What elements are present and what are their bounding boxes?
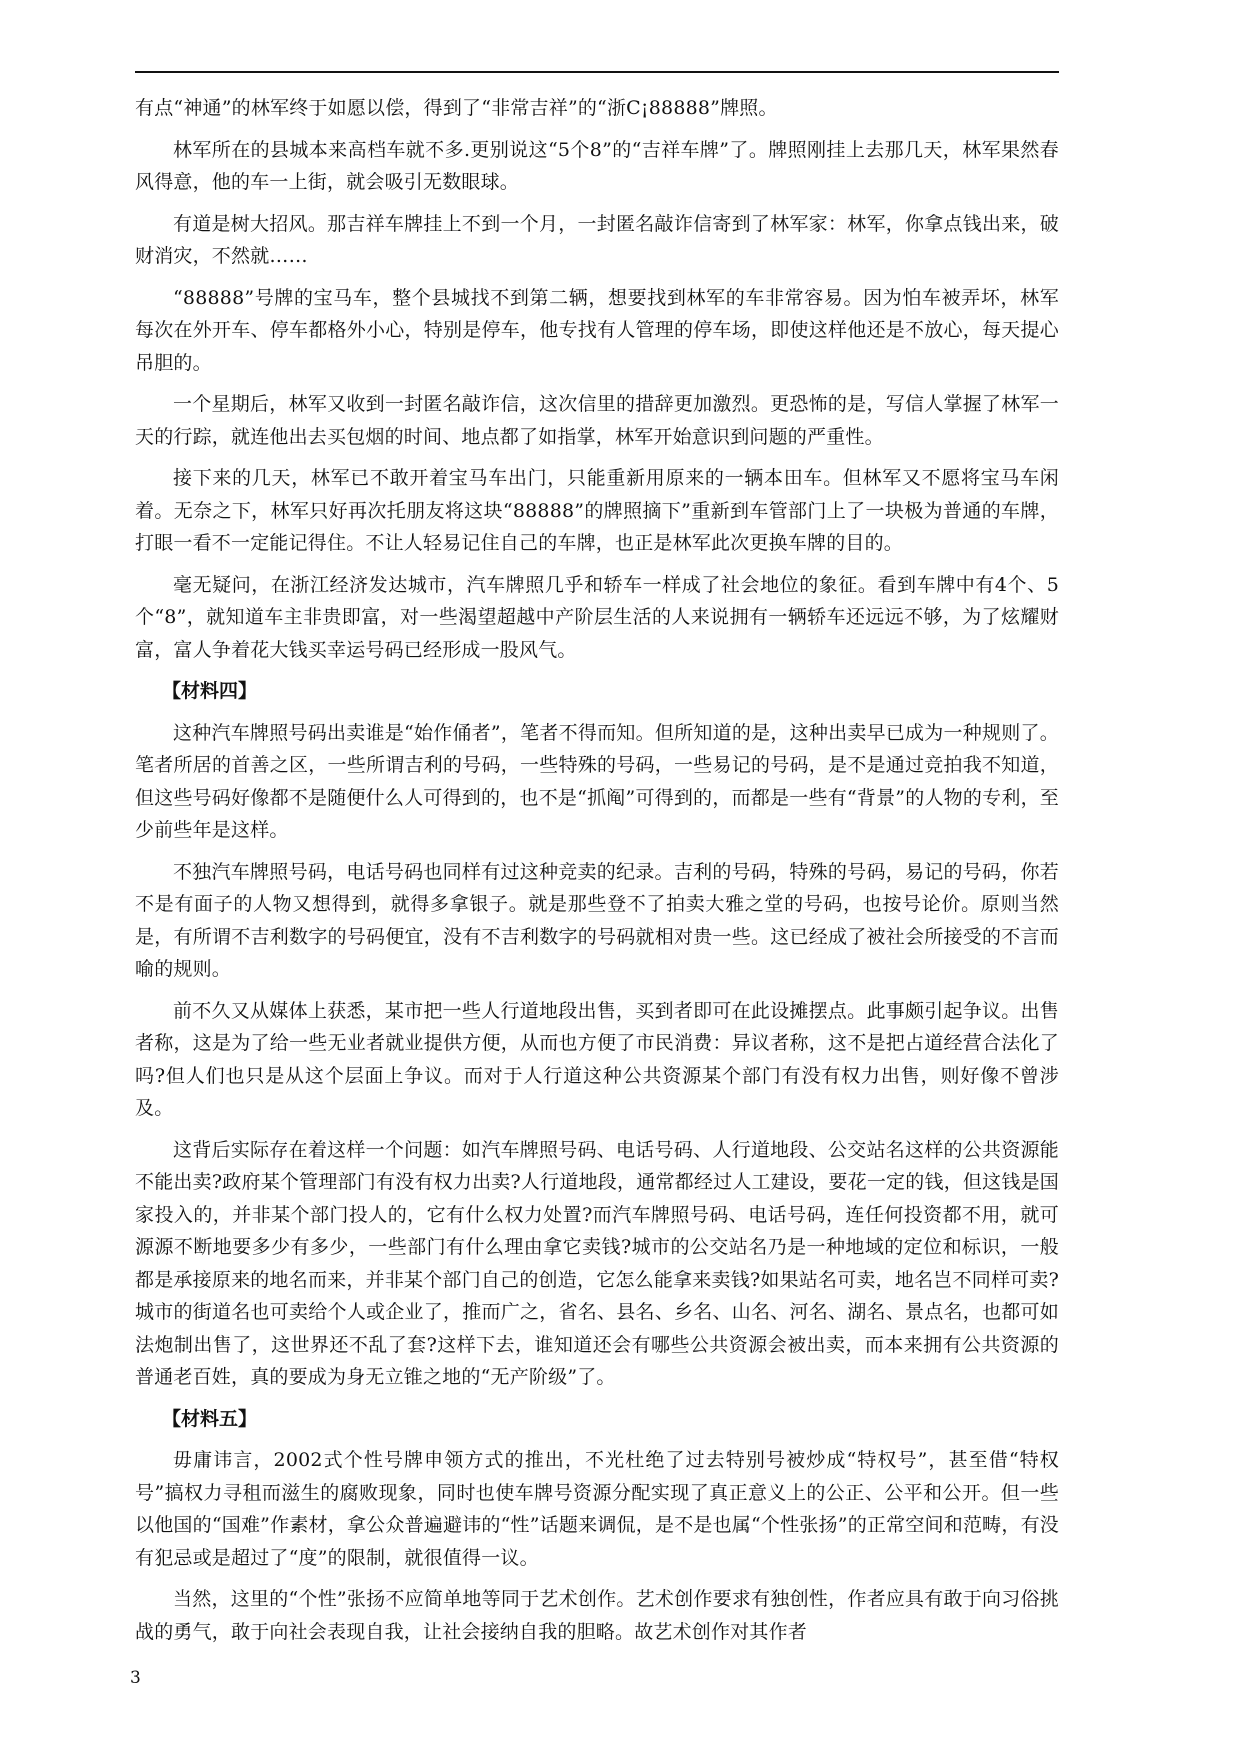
paragraph: 前不久又从媒体上获悉，某市把一些人行道地段出售，买到者即可在此设摊摆点。此事颇引起争议。出售者称，这是为了给一些无业者就业提供方便，从而也方便了市民消费：异议者称，这不是把占道经营合法化了吗?但人们也只是从这个层面上争议。而对于人行道这种公共资源某个部门有没有权力出售，则好像不曾涉及。 xyxy=(135,999,1059,1119)
document-body xyxy=(135,92,1059,1657)
paragraph: 一个星期后，林军又收到一封匿名敲诈信，这次信里的措辞更加激烈。更恐怖的是，写信人掌握了林军一天的行踪，就连他出去买包烟的时间、地点都了如指掌，林军开始意识到问题的严重性。 xyxy=(135,393,1059,448)
section-heading: 【材料四】 xyxy=(162,680,258,702)
paragraph: 这种汽车牌照号码出卖谁是“始作俑者”，笔者不得而知。但所知道的是，这种出卖早已成为一种规则了。笔者所居的首善之区，一些所谓吉利的号码，一些特殊的号码，一些易记的号码，是不是通过竞拍我不知道，但这些号码好像都不是随便什么人可得到的，也不是“抓阄”可得到的，而都是一些有“背景”的人物的专利，至少前些年是这样。 xyxy=(135,721,1059,841)
paragraph: 毫无疑问，在浙江经济发达城市，汽车牌照几乎和轿车一样成了社会地位的象征。看到车牌中有4个、5个“8”，就知道车主非贵即富，对一些渴望超越中产阶层生活的人来说拥有一辆轿车还远远不够，为了炫耀财富，富人争着花大钱买幸运号码已经形成一股风气。 xyxy=(135,573,1059,661)
header-rule xyxy=(135,71,1059,73)
paragraph: 毋庸讳言，2002式个性号牌申领方式的推出，不光杜绝了过去特别号被炒成“特权号”，甚至借“特权号”搞权力寻租而滋生的腐败现象，同时也使车牌号资源分配实现了真正意义上的公正、公平和公开。但一些以他国的“国难”作素材，拿公众普遍避讳的“性”话题来调侃，是不是也属“个性张扬”的正常空间和范畴，有没有犯忌或是超过了“度”的限制，就很值得一议。 xyxy=(135,1449,1059,1569)
paragraph: 不独汽车牌照号码，电话号码也同样有过这种竞卖的纪录。吉利的号码，特殊的号码，易记的号码，你若不是有面子的人物又想得到，就得多拿银子。就是那些登不了拍卖大雅之堂的号码，也按号论价。原则当然是，有所谓不吉利数字的号码便宜，没有不吉利数字的号码就相对贵一些。这已经成了被社会所接受的不言而喻的规则。 xyxy=(135,860,1059,980)
paragraph: 接下来的几天，林军已不敢开着宝马车出门，只能重新用原来的一辆本田车。但林军又不愿将宝马车闲着。无奈之下，林军只好再次托朋友将这块“88888”的牌照摘下”重新到车管部门上了一块极为普通的车牌，打眼一看不一定能记得住。不让人轻易记住自己的车牌，也正是林军此次更换车牌的目的。 xyxy=(135,467,1059,554)
paragraph: 有道是树大招风。那吉祥车牌挂上不到一个月，一封匿名敲诈信寄到了林军家：林军，你拿点钱出来，破财消灾，不然就…… xyxy=(135,212,1059,267)
paragraph: “88888”号牌的宝马车，整个县城找不到第二辆，想要找到林军的车非常容易。因为怕车被弄坏，林军每次在外开车、停车都格外小心，特别是停车，他专找有人管理的停车场，即使这样他还是不放心，每天提心吊胆的。 xyxy=(135,286,1059,374)
section-heading: 【材料五】 xyxy=(162,1407,258,1430)
paragraph: 这背后实际存在着这样一个问题：如汽车牌照号码、电话号码、人行道地段、公交站名这样的公共资源能不能出卖?政府某个管理部门有没有权力出卖?人行道地段，通常都经过人工建设，要花一定的钱，但这钱是国家投入的，并非某个部门投人的，它有什么权力处置?而汽车牌照号码、电话号码，连任何投资都不用，就可源源不断地要多少有多少，一些部门有什么理由拿它卖钱?城市的公交站名乃是一种地域的定位和标识，一般都是承接原来的地名而来，并非某个部门自己的创造，它怎么能拿来卖钱?如果站名可卖，地名岂不同样可卖?城市的街道名也可卖给个人或企业了，推而广之，省名、县名、乡名、山名、河名、湖名、景点名，也都可如法炮制出售了，这世界还不乱了套?这样下去，谁知道还会有哪些公共资源会被出卖，而本来拥有公共资源的普通老百姓，真的要成为身无立锥之地的“无产阶级”了。 xyxy=(135,1138,1059,1388)
paragraph: 有点“神通”的林军终于如愿以偿，得到了“非常吉祥”的“浙C¡88888”牌照。 xyxy=(135,97,778,119)
paragraph: 林军所在的县城本来高档车就不多.更别说这“5个8”的“吉祥车牌”了。牌照刚挂上去那几天，林军果然春风得意，他的车一上街，就会吸引无数眼球。 xyxy=(135,138,1059,193)
page-number: 3 xyxy=(130,1668,141,1688)
paragraph: 当然，这里的“个性”张扬不应简单地等同于艺术创作。艺术创作要求有独创性，作者应具有敢于向习俗挑战的勇气，敢于向社会表现自我，让社会接纳自我的胆略。故艺术创作对其作者 xyxy=(135,1588,1059,1643)
